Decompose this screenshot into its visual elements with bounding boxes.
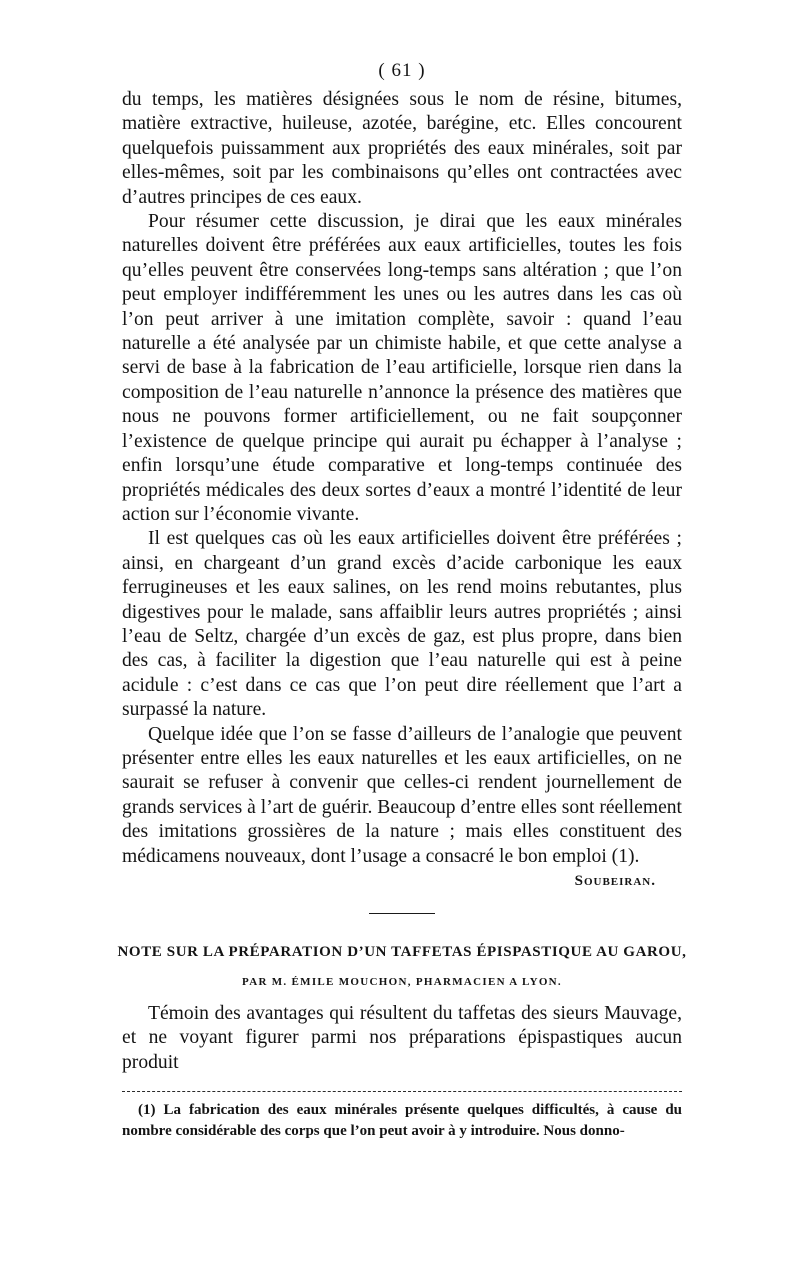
page-number: ( 61 ) xyxy=(378,60,426,81)
paragraph-artificial-preferred: Il est quelques cas où les eaux artificielles doivent être préférées ; ainsi, en chargeant d’un grand excès d’acide carbonique les eaux ferrugineuses et les eaux salines, on les rend moins rebutantes, plus digestives pour le malade, sans affaiblir leurs autres propriétés ; ainsi l’eau de Seltz, chargée d’un excès de gaz, est plus propre, dans bien des cas, à faciliter la digestion que l’eau naturelle qui est à peine acidule : c’est dans ce cas que l’on peut dire réellement que l’art a surpassé la nature. xyxy=(122,528,682,721)
paragraph-continuation: du temps, les matières désignées sous le nom de résine, bitumes, matière extractive, huileuse, azotée, barégine, etc. Elles concourent quelquefois puissamment aux propriétés des eaux minérales, soit par elles-mêmes, soit par les combinaisons qu’elles ont contractées avec d’autres principes de ces eaux. xyxy=(122,89,682,208)
article-author: PAR M. ÉMILE MOUCHON, PHARMACIEN A LYON. xyxy=(242,976,562,988)
author-signature: Soubeiran. xyxy=(574,873,656,889)
section-separator xyxy=(369,913,435,914)
section-gap xyxy=(122,988,682,1002)
footnote-rule xyxy=(122,1091,682,1092)
paragraph-analogy: Quelque idée que l’on se fasse d’ailleurs de l’analogie que peuvent présenter entre elles les eaux naturelles et les eaux artificielles, on ne saurait se refuser à convenir que celles-ci rendent journellement de grands services à l’art de guérir. Beaucoup d’entre elles sont réellement des imitations grossières de la nature ; mais elles constituent des médicamens nouveaux, dont l’usage a consacré le bon emploi (1). xyxy=(122,723,682,867)
paragraph-article-opening: Témoin des avantages qui résultent du taffetas des sieurs Mauvage, et ne voyant figurer parmi nos préparations épispastiques aucun produit xyxy=(122,1003,682,1073)
footnote: (1) La fabrication des eaux minérales présente quelques difficultés, à cause du nombre considérable des corps que l’on peut avoir à y introduire. Nous donno- xyxy=(122,1102,682,1140)
article-title: NOTE SUR LA PRÉPARATION D’UN TAFFETAS ÉPISPASTIQUE AU GAROU, xyxy=(117,944,687,960)
paragraph-summary: Pour résumer cette discussion, je dirai que les eaux minérales naturelles doivent être préférées aux eaux artificielles, toutes les fois qu’elles peuvent être conservées long-temps sans altération ; que l’on peut employer indifféremment les unes ou les autres dans les cas où l’on peut arriver à une imitation complète, savoir : quand l’eau naturelle a été analysée par un chimiste habile, et que cette analyse a servi de base à la fabrication de l’eau artificielle, lorsque rien dans la composition de l’eau naturelle n’annonce la présence des matières que nous ne pouvons former artificiellement, ou ne fait soupçonner l’existence de quelque principe qui aurait pu échapper à l’analyse ; enfin lorsqu’une étude comparative et long-temps continuée des propriétés médicales des deux sortes d’eaux a montré l’identité de leur action sur l’économie vivante. xyxy=(122,211,682,525)
document-page xyxy=(117,58,687,1142)
